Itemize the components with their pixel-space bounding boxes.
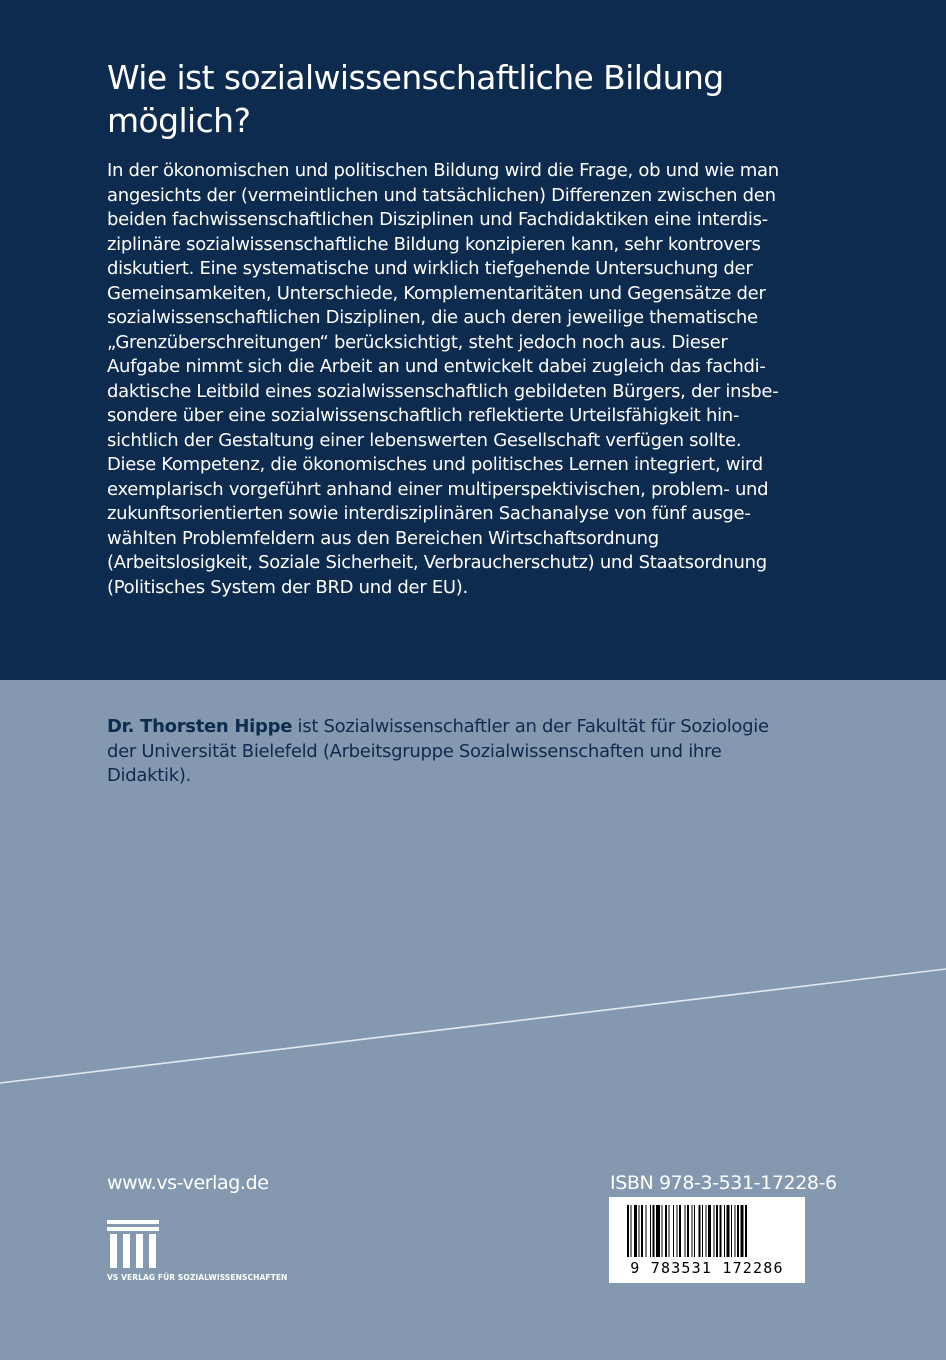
author-name: Dr. Thorsten Hippe <box>107 716 293 737</box>
description-line: exemplarisch vorgeführt anhand einer multiperspektivischen, problem- und <box>107 478 769 500</box>
author-line-3: Didaktik). <box>107 765 191 786</box>
description-line: Aufgabe nimmt sich die Arbeit an und entwickelt dabei zugleich das fachdi- <box>107 356 766 377</box>
description-line: Diese Kompetenz, die ökonomisches und politisches Lernen integriert, wird <box>107 454 763 475</box>
description-line: wählten Problemfeldern aus den Bereichen Wirtschaftsordnung <box>107 527 659 549</box>
book-description <box>107 159 837 600</box>
title-line-2: möglich? <box>107 101 251 140</box>
barcode-icon <box>609 1197 805 1259</box>
description-line: daktische Leitbild eines sozialwissenschaftlich gebildeten Bürgers, der insbe- <box>107 380 779 402</box>
description-line: sozialwissenschaftlichen Disziplinen, die auch deren jeweilige thematische <box>107 307 758 328</box>
description-line: diskutiert. Eine systematische und wirklich tiefgehende Untersuchung der <box>107 258 753 279</box>
title-line-1: Wie ist sozialwissenschaftliche Bildung <box>107 58 724 97</box>
description-line: angesichts der (vermeintlichen und tatsächlichen) Differenzen zwischen den <box>107 184 776 206</box>
author-line-1 <box>107 715 847 740</box>
publisher-name: VS VERLAG FÜR SOZIALWISSENSCHAFTEN <box>107 1273 288 1282</box>
description-line: Gemeinsamkeiten, Unterschiede, Komplementaritäten und Gegensätze der <box>107 282 766 304</box>
publisher-logo-icon <box>107 1220 159 1270</box>
description-line: beiden fachwissenschaftlichen Disziplinen und Fachdidaktiken eine interdis- <box>107 209 768 230</box>
description-line: „Grenzüberschreitungen“ berücksichtigt, steht jedoch noch aus. Dieser <box>107 331 728 353</box>
barcode-number: 9 783531 172286 <box>630 1259 784 1277</box>
publisher-website: www.vs-verlag.de <box>107 1172 269 1194</box>
description-line: (Politisches System der BRD und der EU). <box>107 576 468 598</box>
description-line: sondere über eine sozialwissenschaftlich reflektierte Urteilsfähigkeit hin- <box>107 405 740 426</box>
description-line: (Arbeitslosigkeit, Soziale Sicherheit, Verbraucherschutz) und Staatsordnung <box>107 552 767 573</box>
isbn-barcode <box>609 1197 805 1283</box>
description-line: sichtlich der Gestaltung einer lebenswerten Gesellschaft verfügen sollte. <box>107 429 742 451</box>
description-line: In der ökonomischen und politischen Bildung wird die Frage, ob und wie man <box>107 160 779 181</box>
author-affiliation: ist Sozialwissenschaftler an der Fakultät für Soziologie <box>292 716 769 737</box>
description-line: ziplinäre sozialwissenschaftliche Bildung konzipieren kann, sehr kontrovers <box>107 233 761 255</box>
author-line-2: der Universität Bielefeld (Arbeitsgruppe Sozialwissenschaften und ihre <box>107 740 722 762</box>
book-title <box>107 56 867 142</box>
description-line: zukunftsorientierten sowie interdisziplinären Sachanalyse von fünf ausge- <box>107 503 751 524</box>
author-bio <box>107 715 847 789</box>
isbn-label: ISBN 978-3-531-17228-6 <box>610 1172 837 1194</box>
